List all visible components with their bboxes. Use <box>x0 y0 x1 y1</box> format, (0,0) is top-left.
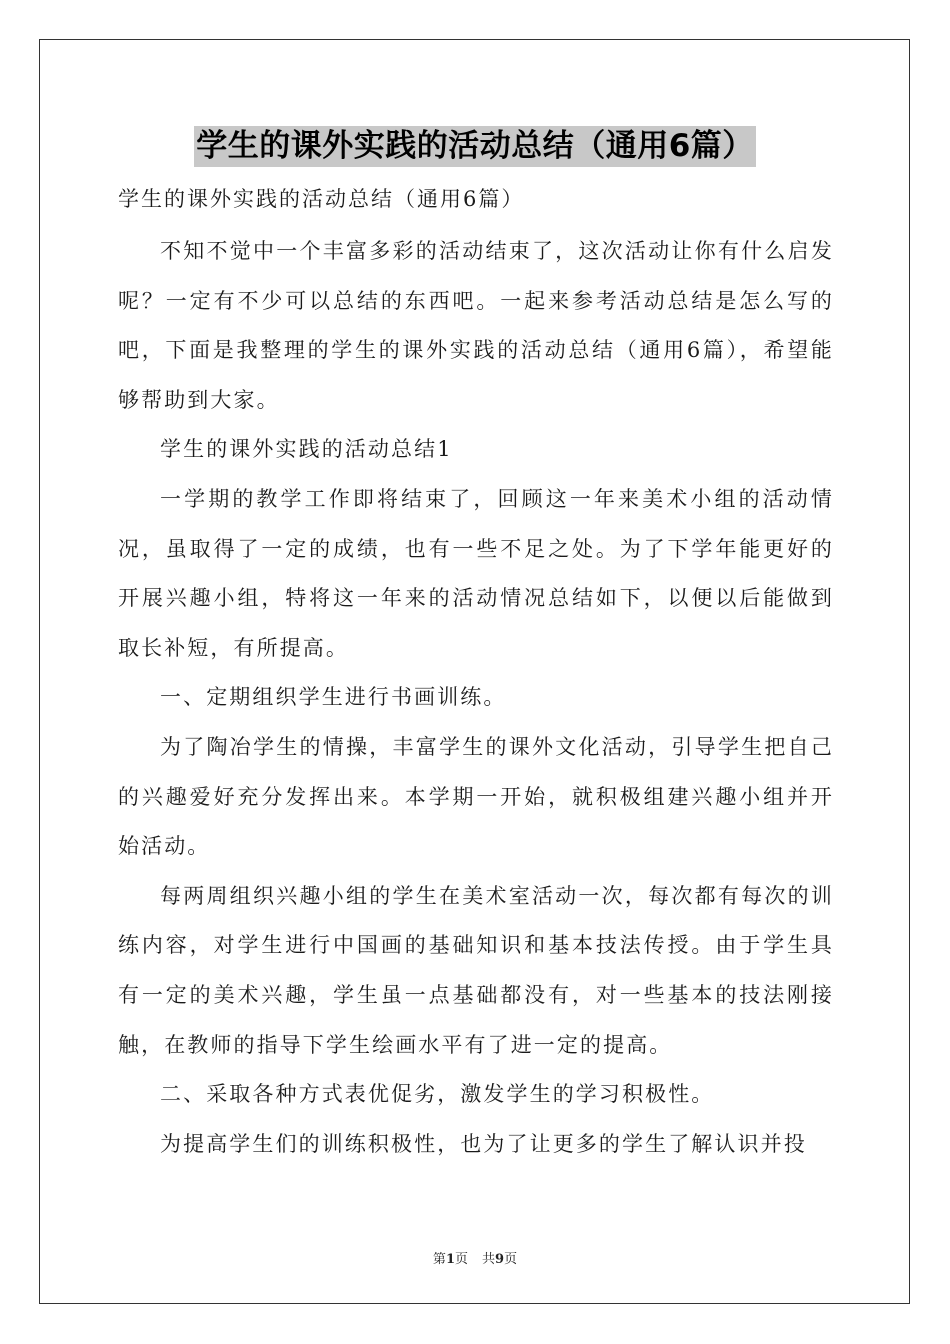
total-pages-number: 9 <box>495 1252 505 1267</box>
page-footer <box>0 1248 950 1267</box>
list-heading: 二、采取各种方式表优促劣，激发学生的学习积极性。 <box>160 1082 715 1107</box>
list-heading: 一、定期组织学生进行书画训练。 <box>160 685 507 710</box>
total-suffix: 页 <box>504 1252 518 1267</box>
title-container <box>0 126 950 167</box>
body-paragraph: 为了陶冶学生的情操，丰富学生的课外文化活动，引导学生把自己的兴趣爱好充分发挥出来。本学期一开始，就积极组建兴趣小组并开始活动。 <box>118 734 834 859</box>
section-heading: 学生的课外实践的活动总结1 <box>160 437 453 462</box>
document-body <box>118 181 834 1169</box>
document-subtitle: 学生的课外实践的活动总结（通用6篇） <box>118 187 525 211</box>
body-paragraph: 一学期的教学工作即将结束了，回顾这一年来美术小组的活动情况，虽取得了一定的成绩，也有一些不足之处。为了下学年能更好的开展兴趣小组，特将这一年来的活动情况总结如下，以便以后能做到取长补短，有所提高。 <box>118 486 834 660</box>
document-title: 学生的课外实践的活动总结（通用6篇） <box>194 126 756 167</box>
page-prefix: 第 <box>432 1252 446 1267</box>
page-suffix: 页 <box>454 1252 468 1267</box>
body-paragraph: 为提高学生们的训练积极性，也为了让更多的学生了解认识并投 <box>160 1131 807 1156</box>
current-page-number: 1 <box>445 1252 455 1267</box>
total-prefix: 共 <box>482 1252 496 1267</box>
intro-paragraph: 不知不觉中一个丰富多彩的活动结束了，这次活动让你有什么启发呢？一定有不少可以总结的东西吧。一起来参考活动总结是怎么写的吧，下面是我整理的学生的课外实践的活动总结（通用6篇），希望能够帮助到大家。 <box>118 239 834 412</box>
body-paragraph: 每两周组织兴趣小组的学生在美术室活动一次，每次都有每次的训练内容，对学生进行中国画的基础知识和基本技法传授。由于学生具有一定的美术兴趣，学生虽一点基础都没有，对一些基本的技法刚接触，在教师的指导下学生绘画水平有了进一定的提高。 <box>118 883 834 1057</box>
